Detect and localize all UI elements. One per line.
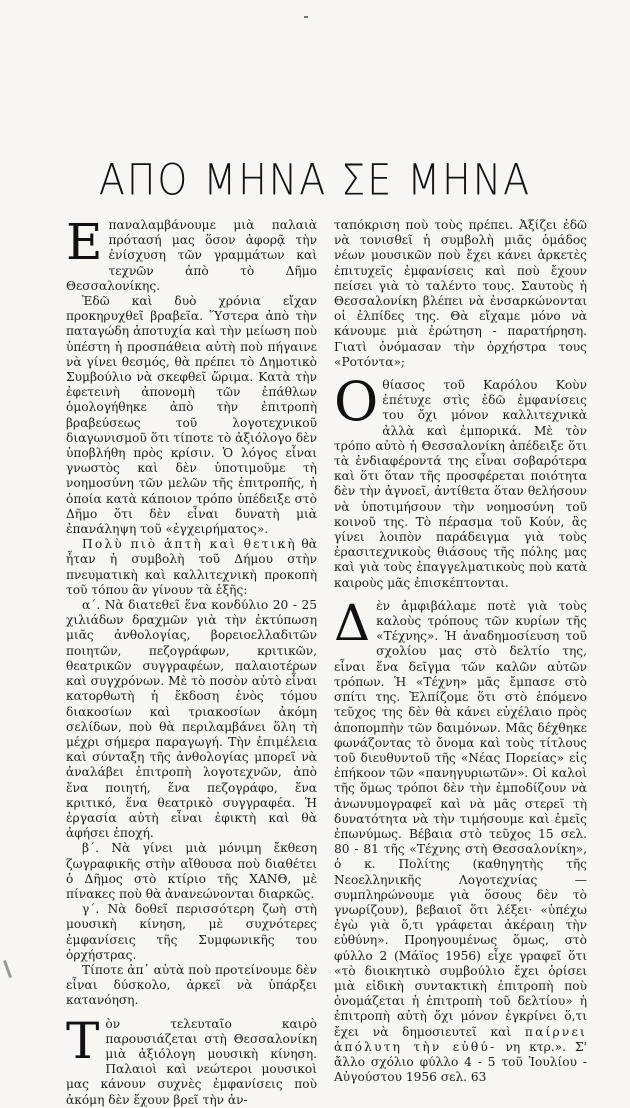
left-column [66, 213, 318, 1108]
paragraph-music-continued: ταπόκριση ποὺ τοὺς πρέπει. Ἀξίζει ἐδῶ νὰ τονισθεῖ ἡ συμβολὴ μιᾶς ὁμάδος νέων μουσικῶν ποὺ ἔχει κάνει ἀρκετὲς ἐπιτυχεῖς ἐμφανίσεις καὶ ποὺ ἔχουν πείσει γιὰ τὸ ταλέντο τους. Σαυτοὺς ἡ Θεσσαλονίκη βλέπει νὰ ἐνσαρκώνονται οἱ ἐλπίδες της. Θὰ εἴχαμε μόνο νὰ κάνουμε μιὰ ἐρώτηση - παρατήρηση. Γιατὶ ὀνόμασαν τὴν ὀρχήστρα τους «Ροτόντα»; [334, 218, 587, 369]
list-item-a: α΄. Νὰ διατεθεῖ ἕνα κονδύλιο 20 - 25 χιλιάδων δραχμῶν γιὰ τὴν ἐκτύπωση μιᾶς ἀνθολογίας, βορειοελλαδιτῶν ποιητῶν, πεζογράφων, κριτικῶν, θεατρικῶν συγγραφέων, παλαιοτέρων καὶ συγχρόνων. Μὲ τὸ ποσὸν αὐτὸ εἶναι κατορθωτὴ ἡ ἔκδοση ἑνὸς τόμου διακοσίων καὶ τριακοσίων ἀκόμη σελίδων, ποὺ θὰ περιλαμβάνει ὅλη τὴ μέχρι σήμερα παραγωγή. Τὴν ἐπιμέλεια καὶ σύνταξη τῆς ἀνθολογίας μπορεῖ νὰ ἀναλάβει ἐπιτροπὴ λογοτεχνῶν, ἀπὸ ἕνα ποιητή, ἕνα πεζογράφο, ἕνα κριτικό, ἕνα θεατρικὸ συγγραφέα. Ἡ ἐργασία αὐτὴ εἶναι ἐφικτὴ καὶ θὰ ἀφήσει ἐποχή. [66, 598, 317, 841]
drop-cap: Δ [334, 593, 371, 652]
drop-cap: Τ [66, 1011, 100, 1070]
stray-mark [3, 960, 12, 978]
spaced-text: παίρνει ἀπόλυτη τὴν εὐθύ- [334, 1024, 587, 1054]
paragraph-text: ὲν ἀμφιβάλαμε ποτὲ γιὰ τοὺς καλοὺς τρόπους τῶν κυρίων τῆς «Τέχνης». Ἡ ἀναδημοσίευση τοῦ σχολίου μας στὸ δελτίο της, εἶναι ἕνα δεῖγμα τῶν καλῶν αὐτῶν τρόπων. Ἡ «Τέχνη» μᾶς ἔμπασε στὸ σπίτι της. Ἐλπίζομε ὅτι στὸ ἑπόμενο τεῦχος της δὲν θὰ κάνει εὐχέλαιο πρὸς ἀποπομπὴν τῶν δαιμόνων. Μᾶς δέχθηκε φωνάζοντας τὸ ὄνομα καὶ τοὺς τίτλους τοῦ διευθυντοῦ τῆς «Νέας Πορείας» εἰς ἐπήκοον τῶν «πανηγυριωτῶν». Οἱ καλοὶ τῆς ὅμως τρόποι δὲν τὴν ἐμποδίζουν νὰ ἀνωνυμογραφεῖ καὶ νὰ μᾶς στερεῖ τὴ δυνατότητα νὰ τὴν τιμήσουμε καὶ ἐμεῖς ἐπωνύμως. Βέβαια στὸ τεῦχος 15 σελ. 80 - 81 τῆς «Τέχνης στὴ Θεσσαλονίκη», ὁ κ. Πολίτης (καθηγητὴς τῆς Νεοελληνικῆς Λογοτεχνίας — συμπληρώνουμε γιὰ ὅσους δὲν τὸ γνωρίζουν), βεβαιοῖ ὅτι λέξει· «ὑπέχω ἐγὼ γιὰ ὅ,τι γράφεται ἀκέραιη τὴν εὐθύνη». Προηγουμένως ὅμως, στὸ φύλλο 2 (Μάϊος 1956) εἶχε γραφεῖ ὅτι «τὸ διοικητικὸ συμβούλιο ἔχει ὁρίσει μιὰ εἰδικὴ συντακτικὴ ἐπιτροπὴ ποὺ ὀνομάζεται ἡ ἐπιτροπὴ τοῦ δελτίου» ἡ ἐπιτροπὴ αὐτὴ ὄχι μόνον ἐγκρίνει ὅ,τι ἔχει νὰ δημοσιευτεῖ καὶ [334, 598, 587, 1039]
list-item-b: β΄. Νὰ γίνει μιὰ μόνιμη ἔκθεση ζωγραφικῆς στὴν αἴθουσα ποὺ διαθέτει ὁ Δῆμος στὸ κτίριο τῆς ΧΑΝΘ, μὲ πίνακες ποὺ θὰ ἀνανεώνονται διαρκῶς. [66, 841, 317, 901]
paragraph-text: θὰ ἦταν ἡ συμβολὴ τοῦ Δήμου στὴν πνευματικὴ καὶ καλλιτεχνικὴ προκοπὴ τοῦ τόπου ἂν γίνουν τὰ ἑξῆς: [66, 537, 317, 597]
list-item-c: γ΄. Νὰ δοθεῖ περισσότερη ζωὴ στὴ μουσικὴ κίνηση, μὲ συχνότερες ἐμφανίσεις τῆς Συμφωνικῆς του ὀρχήστρας. [66, 902, 317, 962]
paragraph-text: θίασος τοῦ Καρόλου Κοὺν ἐπέτυχε στὶς ἐδῶ ἐμφανίσεις του ὄχι μόνον καλλιτεχνικὰ ἀλλὰ καὶ ἐμπορικά. Μὲ τὸν τρόπο αὐτὸ ἡ Θεσσαλονίκη ἀπέδειξε ὅτι τὰ ἐνδιαφέροντά της εἶναι σοβαρότερα καὶ ὅτι ὅταν τῆς προσφέρεται ποιότητα δὲν τὴν ἀγνοεῖ, ἀντίθετα ὅταν θελήσουν νὰ ὑποτιμήσουν τὴν νοημοσύνη τοῦ κοινοῦ της. Τὸ πέρασμα τοῦ Κούν, ἂς γίνει λοιπὸν παράδειγμα γιὰ τοὺς ἐρασιτεχνικοὺς θιάσους τῆς πόλης μας καὶ γιὰ τοὺς ἐπαγγελματικοὺς ποὺ κατὰ καιροὺς μᾶς ἐπισκέπτονται. [334, 378, 587, 590]
paragraph-awards: Ἐδῶ καὶ δυὸ χρόνια εἴχαν προκηρυχθεῖ βραβεῖα. Ὕστερα ἀπὸ τὴν παταγώδη ἀποτυχία καὶ τὴν μείωση ποὺ ὑπέστη ἡ προσπάθεια αὐτὴ ποὺ πήγαινε νὰ γίνει θεσμός, θὰ πρέπει τὸ Δημοτικὸ Συμβούλιο νὰ σκεφθεῖ ὥριμα. Κατὰ τὴν ἐφετεινὴ ἀπονομὴ τῶν ἐπάθλων ὁμολογήθηκε ἀπὸ τὴν ἐπιτροπὴ βραβεύσεως τοῦ λογοτεχνικοῦ διαγωνισμοῦ ὅτι τίποτε τὸ ἀξιόλογο δὲν ὑποβλήθη πρὸς κρίσιν. Ὁ λόγος εἶναι γνωστὸς καὶ δὲν ὑποτιμοῦμε τὴ νοημοσύνη τῶν μελῶν τῆς ἐπιτροπῆς, ἡ ὁποία κατὰ κάποιον τρόπο ὑπέδειξε στὸ Δῆμο ὅτι δὲν εἶναι δυνατὴ μιὰ ἐπανάληψη τοῦ «ἐγχειρήματος». [66, 294, 318, 537]
drop-cap: Ε [66, 213, 103, 271]
paragraph-techni [334, 593, 587, 1086]
page-mark [304, 16, 308, 18]
paragraph-text: νη κτρ.». Σ' ἄλλο σχόλιο φύλλο 4 - 5 τοῦ Ἰουλίου - Αὐγούστου 1956 σελ. 63 [334, 1039, 587, 1085]
paragraph-text: παναλαμβάνουμε μιὰ παλαιὰ πρότασή μας ὅσον ἀφορᾷ τὴν ἐνίσχυση τῶν γραμμάτων καὶ τεχνῶν ἀπὸ τὸ Δῆμο Θεσσαλονίκης. [66, 218, 317, 293]
right-column [334, 218, 587, 1085]
paragraph-contribution [66, 537, 317, 598]
page-title: ΑΠΟ ΜΗΝΑ ΣΕ ΜΗΝΑ [98, 155, 532, 205]
paragraph-text: ὸν τελευταῖο καιρὸ παρουσιάζεται στὴ Θεσσαλονίκη μιὰ ἀξιόλογη μουσικὴ κίνηση. Παλαιοὶ καὶ νεώτεροι μουσικοὶ μας κάνουν συχνὲς ἐμφανίσεις ποὺ ἀκόμη δὲν ἔχουν βρεῖ τὴν ἀν- [66, 1016, 317, 1107]
paragraph-koun-theatre [334, 370, 587, 591]
paragraph-music [66, 1011, 317, 1108]
paragraph-conclusion: Τίποτε ἀπ᾿ αὐτὰ ποὺ προτείνουμε δὲν εἶναι δύσκολο, ἀρκεῖ νὰ ὑπάρξει κατανόηση. [66, 962, 317, 1008]
paragraph-proposal [66, 213, 317, 294]
spaced-text: Πολὺ πιὸ ἁπτὴ καὶ θετικὴ [82, 537, 297, 552]
drop-cap: Ο [334, 370, 379, 434]
